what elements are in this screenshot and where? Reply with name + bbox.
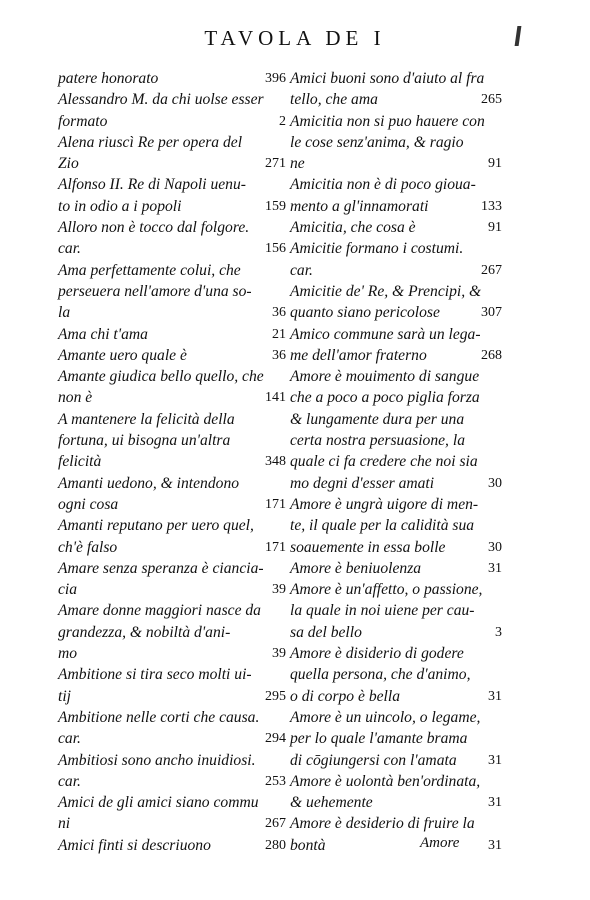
page-number: 30	[488, 475, 502, 491]
entry-text: Amicitia non è di poco giouа-	[290, 176, 476, 194]
index-entry-line	[58, 494, 286, 515]
page-number: 141	[265, 390, 286, 406]
entry-text: Ambitione nelle corti che causa.	[58, 708, 260, 726]
entry-text: tij	[58, 687, 71, 705]
page-number: 294	[265, 731, 286, 747]
index-entry-line	[290, 622, 502, 643]
page-number: 267	[481, 262, 502, 278]
index-entry-line	[290, 792, 502, 813]
entry-text: Amanti uedono, & intendono	[58, 474, 240, 492]
index-entry-line	[290, 537, 502, 558]
index-entry-line	[58, 409, 286, 430]
entry-text: car.	[290, 261, 313, 279]
index-entry-line	[58, 217, 286, 238]
entry-text: sa del bello	[290, 623, 362, 641]
entry-text: Alena riuscì Re per opera del	[58, 133, 243, 151]
entry-text: perseuera nell'amore d'una so-	[58, 282, 252, 300]
catchword: Amore	[420, 835, 460, 851]
index-entry-line	[290, 174, 502, 195]
page-number: 31	[488, 560, 502, 576]
index-entry-line	[58, 792, 286, 813]
index-entry-line	[58, 579, 286, 600]
index-entry-line	[58, 835, 286, 856]
entry-text: to in odio a i popoli	[58, 197, 182, 215]
index-entry-line	[58, 387, 286, 408]
index-entry-line	[290, 473, 502, 494]
entry-text: grandezza, & nobiltà d'ani-	[58, 623, 231, 641]
entry-text: mento a gl'innamorati	[290, 197, 429, 215]
entry-text: mo degni d'esser amati	[290, 474, 435, 492]
entry-text: Alfonso II. Re di Napoli uenu-	[58, 176, 246, 194]
index-entry-line	[58, 174, 286, 195]
index-entry-line	[58, 622, 286, 643]
index-entry-line	[290, 132, 502, 153]
entry-text: le cose senz'anima, & ragio	[290, 133, 464, 151]
index-entry-line	[290, 302, 502, 323]
page-number: 171	[265, 539, 286, 555]
entry-text: di cōgiungersi con l'amata	[290, 751, 457, 769]
index-entry-line	[290, 494, 502, 515]
index-entry-line	[290, 324, 502, 345]
entry-text: Ama perfettamente colui, che	[58, 261, 241, 279]
entry-text: Ambitiosi sono ancho inuidiosi.	[58, 751, 256, 769]
page-number: 156	[265, 241, 286, 257]
page-number: 280	[265, 837, 286, 853]
index-entry-line	[58, 260, 286, 281]
index-entry-line	[290, 728, 502, 749]
entry-text: Amore è uolontà ben'ordinata,	[290, 772, 481, 790]
entry-text: soauemente in essa bolle	[290, 538, 446, 556]
page-number: 265	[481, 92, 502, 108]
entry-text: Amore è beniuolenza	[290, 559, 422, 577]
index-entry-line	[290, 196, 502, 217]
page-number: 39	[272, 582, 286, 598]
entry-text: Alloro non è tocco dal folgore.	[58, 219, 250, 237]
entry-text: A mantenere la felicità della	[58, 410, 235, 428]
index-entry-line	[290, 771, 502, 792]
index-entry-line	[58, 451, 286, 472]
entry-text: car.	[58, 240, 81, 258]
page-number: 348	[265, 454, 286, 470]
index-entry-line	[58, 153, 286, 174]
entry-text: te, il quale per la calidità sua	[290, 517, 475, 535]
index-entry-line	[58, 324, 286, 345]
entry-text: ogni cosa	[58, 495, 119, 513]
entry-text: Amicitie formano i costumi.	[290, 240, 464, 258]
entry-text: Amici de gli amici siano commu	[58, 794, 259, 812]
index-entry-line	[58, 707, 286, 728]
index-entry-line	[58, 302, 286, 323]
index-entry-line	[58, 238, 286, 259]
index-entry-line	[290, 813, 502, 834]
index-entry-line	[58, 281, 286, 302]
entry-text: ne	[290, 155, 305, 173]
entry-text: car.	[58, 772, 81, 790]
entry-text: la	[58, 304, 71, 322]
entry-text: Amare donne maggiori nasce da	[58, 602, 261, 620]
index-entry-line	[290, 281, 502, 302]
entry-text: Amore è un uincolo, o legame,	[290, 708, 481, 726]
index-entry-line	[290, 260, 502, 281]
entry-text: tello, che ama	[290, 91, 378, 109]
entry-text: quella persona, che d'animo,	[290, 666, 471, 684]
index-entry-line	[58, 813, 286, 834]
entry-text: la quale in noi uiene per cau-	[290, 602, 475, 620]
index-entry-line	[58, 750, 286, 771]
page-number: 171	[265, 496, 286, 512]
entry-text: quale ci fa credere che noi sia	[290, 453, 478, 471]
entry-text: quanto siano pericolose	[290, 304, 440, 322]
page-number: 159	[265, 198, 286, 214]
entry-text: Amore è un'affetto, o passione,	[290, 581, 483, 599]
entry-text: patere honorato	[58, 70, 159, 87]
page-number: 30	[488, 539, 502, 555]
page-number: 3	[495, 624, 502, 640]
entry-text: Amore è disiderio di godere	[290, 645, 464, 663]
index-entry-line	[290, 600, 502, 621]
entry-text: Amici buoni sono d'aiuto al fra	[290, 70, 485, 87]
entry-text: certa nostra persuasione, la	[290, 432, 465, 450]
index-entry-line	[290, 430, 502, 451]
page-number: 267	[265, 816, 286, 832]
index-entry-line	[290, 153, 502, 174]
entry-text: non è	[58, 389, 93, 407]
entry-text: Amore è desiderio di fruire la	[290, 815, 475, 833]
index-entry-line	[290, 515, 502, 536]
page-number: 396	[265, 71, 286, 86]
entry-text: ch'è falso	[58, 538, 118, 556]
index-entry-line	[58, 196, 286, 217]
index-column-right	[290, 68, 502, 856]
page-title: TAVOLA DE I	[204, 26, 386, 50]
index-entry-line	[58, 771, 286, 792]
entry-text: o di corpo è bella	[290, 687, 401, 705]
page-number: 31	[488, 837, 502, 853]
index-entry-line	[290, 664, 502, 685]
index-entry-line	[58, 345, 286, 366]
index-entry-line	[290, 68, 502, 89]
page-number: 271	[265, 156, 286, 172]
entry-text: Amore è mouimento di sangue	[290, 368, 480, 386]
index-entry-line	[58, 558, 286, 579]
page-number: 36	[272, 347, 286, 363]
entry-text: Ambitione si tira seco molti ui-	[58, 666, 252, 684]
entry-text: cia	[58, 581, 78, 599]
entry-text: Amicitia, che cosa è	[290, 219, 416, 237]
entry-text: Amore è ungrà uigore di men-	[290, 495, 479, 513]
index-entry-line	[290, 451, 502, 472]
page-number: 31	[488, 795, 502, 811]
index-entry-line	[58, 132, 286, 153]
index-entry-line	[290, 345, 502, 366]
entry-text: per lo quale l'amante brama	[290, 730, 468, 748]
page-number: 91	[488, 156, 502, 172]
entry-text: Ama chi t'ama	[58, 325, 148, 343]
page-number: 307	[481, 305, 502, 321]
index-entry-line	[290, 387, 502, 408]
entry-text: & lungamente dura per una	[290, 410, 465, 428]
index-entry-line	[290, 409, 502, 430]
index-entry-line	[290, 558, 502, 579]
page-number: 268	[481, 347, 502, 363]
entry-text: Zio	[58, 155, 79, 173]
index-entry-line	[58, 89, 286, 110]
index-column-left	[58, 68, 286, 856]
index-entry-line	[58, 643, 286, 664]
page-number: 2	[279, 113, 286, 129]
index-entry-line	[290, 835, 502, 856]
index-entry-line	[58, 366, 286, 387]
entry-text: Amico commune sarà un lega-	[290, 325, 481, 343]
entry-text: mo	[58, 645, 78, 663]
entry-text: Alessandro M. da chi uolse esser	[58, 91, 264, 109]
index-entry-line	[290, 111, 502, 132]
page-number: 21	[272, 326, 286, 342]
entry-text: formato	[58, 112, 108, 130]
page-number: 253	[265, 773, 286, 789]
page-number: 133	[481, 198, 502, 214]
index-entry-line	[290, 686, 502, 707]
page-number: 295	[265, 688, 286, 704]
entry-text: Amicitie de' Re, & Prencipi, &	[290, 282, 482, 300]
entry-text: & uehemente	[290, 794, 373, 812]
entry-text: fortuna, ui bisogna un'altra	[58, 432, 231, 450]
index-entry-line	[58, 430, 286, 451]
index-entry-line	[290, 217, 502, 238]
entry-text: Amante uero quale è	[58, 346, 187, 364]
index-entry-line	[290, 707, 502, 728]
index-entry-line	[290, 89, 502, 110]
page-number: 36	[272, 305, 286, 321]
index-entry-line	[58, 473, 286, 494]
index-entry-line	[58, 728, 286, 749]
entry-text: Amare senza speranza è ciancia-	[58, 559, 264, 577]
index-entry-line	[290, 579, 502, 600]
index-entry-line	[58, 664, 286, 685]
entry-text: Amanti reputano per uero quel,	[58, 517, 254, 535]
index-entry-line	[290, 643, 502, 664]
entry-text: Amicitia non si puo hauere con	[290, 112, 485, 130]
index-entry-line	[290, 366, 502, 387]
index-entry-line	[290, 750, 502, 771]
page-number: 31	[488, 752, 502, 768]
entry-text: bontà	[290, 836, 326, 854]
entry-text: Amante giudica bello quello, che	[58, 368, 264, 386]
page-number: 39	[272, 646, 286, 662]
entry-text: ni	[58, 815, 71, 833]
page-number: 91	[488, 220, 502, 236]
entry-text: felicità	[58, 453, 102, 471]
page-number: 31	[488, 688, 502, 704]
index-entry-line	[58, 515, 286, 536]
index-entry-line	[290, 238, 502, 259]
index-entry-line	[58, 537, 286, 558]
entry-text: car.	[58, 730, 81, 748]
entry-text: me dell'amor fraterno	[290, 346, 427, 364]
index-entry-line	[58, 686, 286, 707]
index-entry-line	[58, 68, 286, 89]
index-entry-line	[58, 600, 286, 621]
index-entry-line	[58, 111, 286, 132]
entry-text: che a poco a poco piglia forza	[290, 389, 480, 407]
entry-text: Amici finti si descriuono	[58, 836, 211, 854]
